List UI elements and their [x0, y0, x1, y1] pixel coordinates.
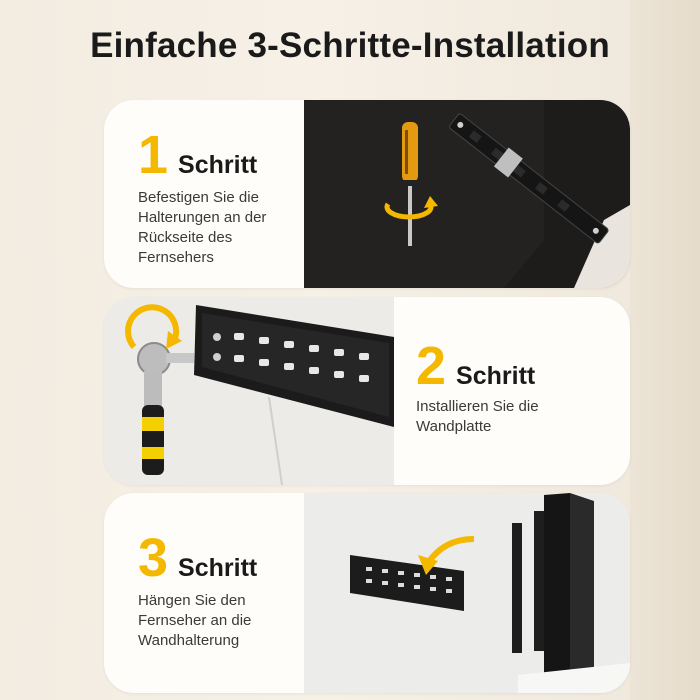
tv-back-bracket-illustration: [304, 100, 630, 288]
step-1-description: [138, 188, 298, 268]
step-1-word: Schritt: [178, 151, 258, 179]
step-3-card: [104, 493, 630, 693]
step-3-line-2: Fernseher an die: [138, 612, 252, 629]
background-strip: [630, 0, 700, 700]
step-3-photo: [304, 493, 630, 693]
step-1-number: 1: [138, 125, 169, 185]
step-2-line-2: Wandplatte: [416, 418, 492, 435]
step-3-word: Schritt: [178, 554, 258, 582]
step-3-line-1: Hängen Sie den: [138, 592, 246, 609]
page-title: Einfache 3-Schritte-Installation: [90, 26, 610, 65]
step-2-line-1: Installieren Sie die: [416, 398, 539, 415]
step-1-photo: [304, 100, 630, 288]
step-1-line-2: Halterungen an der: [138, 209, 267, 226]
step-1-line-3: Rückseite des: [138, 229, 233, 246]
step-2-word: Schritt: [456, 362, 536, 390]
wall-plate-illustration: [104, 297, 394, 485]
step-2-number: 2: [416, 336, 447, 396]
step-1-card: [104, 100, 630, 288]
step-1-line-4: Fernsehers: [138, 249, 214, 266]
step-2-card: [104, 297, 630, 485]
step-1-heading: [138, 125, 258, 185]
step-2-description: [416, 397, 606, 437]
step-3-number: 3: [138, 528, 169, 588]
tv-hanging-illustration: [304, 493, 630, 693]
step-3-heading: [138, 528, 258, 588]
step-2-heading: [416, 336, 536, 396]
step-2-photo: [104, 297, 394, 485]
step-3-line-3: Wandhalterung: [138, 632, 240, 649]
step-3-description: [138, 591, 298, 651]
step-1-line-1: Befestigen Sie die: [138, 189, 259, 206]
